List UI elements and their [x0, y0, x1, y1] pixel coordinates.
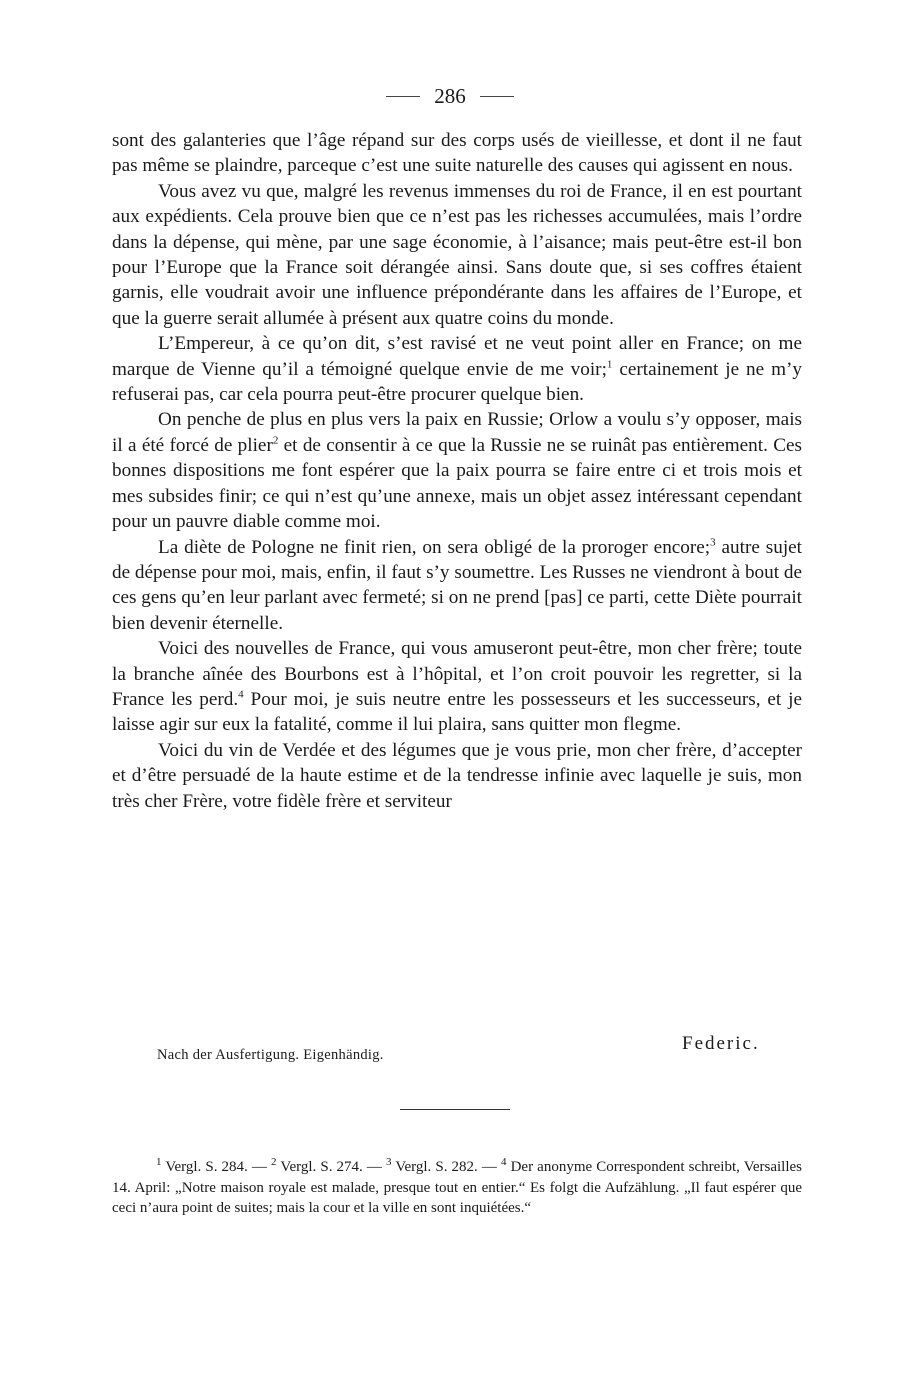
page-header [0, 84, 900, 109]
paragraph-7: Voici du vin de Verdée et des légumes que je vous prie, mon cher frère, d’accepter et d’être persuadé de la haute estime et de la tendresse infinie avec laquelle je suis, mon très cher Frère, votre fidèle frère et serviteur [112, 739, 802, 812]
letter-body [112, 128, 802, 814]
footnotes [112, 1157, 802, 1219]
footnote-block [112, 1157, 802, 1219]
paragraph-6-text-a: Voici des nouvelles de France, qui vous amuseront peut-être, mon cher frère; toute la branche aînée des Bourbons est à l’hôpital, et l’on croit pouvoir les regretter, si la France les perd. [112, 638, 802, 710]
paragraph-5 [112, 535, 802, 637]
signature: Federic. [682, 1033, 760, 1054]
footnote-ref-1: 1 [606, 358, 613, 371]
paragraph-4 [112, 407, 802, 534]
paragraph-3-text-b: certainement je ne m’y refuserai pas, car cela pourra peut-être procurer quelque bien. [112, 358, 802, 406]
header-dash-right [480, 96, 514, 97]
footnote-1-number: 1 [156, 1156, 162, 1168]
paragraph-1: sont des galanteries que l’âge répand sur des corps usés de vieillesse, et dont il ne faut pas même se plaindre, parceque c’est une suite naturelle des causes qui agissent en nous. [112, 130, 802, 177]
paragraph-3-text-a: L’Empereur, à ce qu’on dit, s’est ravisé et ne veut point aller en France; on me marque de Vienne qu’il a témoigné quelque envie de me voir; [112, 333, 802, 380]
footnote-2-text: Vergl. S. 274. — [276, 1159, 386, 1175]
page-number: 286 [434, 84, 466, 108]
paragraph-5-text-b: autre sujet de dépense pour moi, mais, enfin, il faut s’y soumettre. Les Russes ne viendront à bout de ces gens qu’en leur parlant avec fermeté; si on ne prend [pas] ce parti, cette Diète pourrait bien devenir éternelle. [112, 536, 802, 634]
paragraph-4-text-b: et de consentir à ce que la Russie ne se ruinât pas entièrement. Ces bonnes dispositions me font espérer que la paix pourra se faire entre ci et trois mois et mes subsides finir; ce qui n’est qu’une annexe, mais un objet assez intéressant cependant pour un pauvre diable comme moi. [112, 434, 802, 533]
footnote-ref-2: 2 [272, 434, 279, 447]
footnote-4-text: Der anonyme Correspondent schreibt, Versailles 14. April: „Notre maison royale est malade, presque tout en entier.“ Es folgt die Aufzählung. „Il faut espérer que ceci n’aura point de suites; mais la cour et la ville en sont inquiétées.“ [112, 1159, 803, 1216]
footnote-2-number: 2 [271, 1156, 277, 1168]
paragraph-6-text-b: Pour moi, je suis neutre entre les possesseurs et les successeurs, et je laisse agir sur eux la fatalité, comme il lui plaira, sans quitter mon flegme. [112, 688, 802, 736]
paragraph-6 [112, 636, 802, 738]
footnote-4-number: 4 [501, 1156, 507, 1168]
paragraph-3 [112, 331, 802, 407]
footnote-3-text: Vergl. S. 282. — [391, 1159, 501, 1175]
footnote-divider [400, 1109, 510, 1110]
paragraph-5-text-a: La diète de Pologne ne finit rien, on sera obligé de la proroger encore; [158, 536, 711, 558]
paragraph-4-text-a: On penche de plus en plus vers la paix en Russie; Orlow a voulu s’y opposer, mais il a été forcé de plier [112, 409, 802, 456]
footnote-3-number: 3 [386, 1156, 392, 1168]
source-note: Nach der Ausfertigung. Eigenhändig. [157, 1047, 384, 1063]
paragraph-2: Vous avez vu que, malgré les revenus immenses du roi de France, il en est pourtant aux expédients. Cela prouve bien que ce n’est pas les richesses accumulées, mais l’ordre dans la dépense, qui mène, par une sage économie, à l’aisance; mais peut-être est-il bon pour l’Europe que la France soit dérangée ainsi. Sans doute que, si ses coffres étaient garnis, elle voudrait avoir une influence prépondérante dans les affaires de l’Europe, et que la guerre serait allumée à présent aux quatre coins du monde. [112, 180, 802, 329]
footnote-ref-3: 3 [710, 536, 716, 549]
footnote-1-text: Vergl. S. 284. — [161, 1159, 271, 1175]
footnote-ref-4: 4 [238, 688, 244, 701]
header-dash-left [386, 96, 420, 97]
